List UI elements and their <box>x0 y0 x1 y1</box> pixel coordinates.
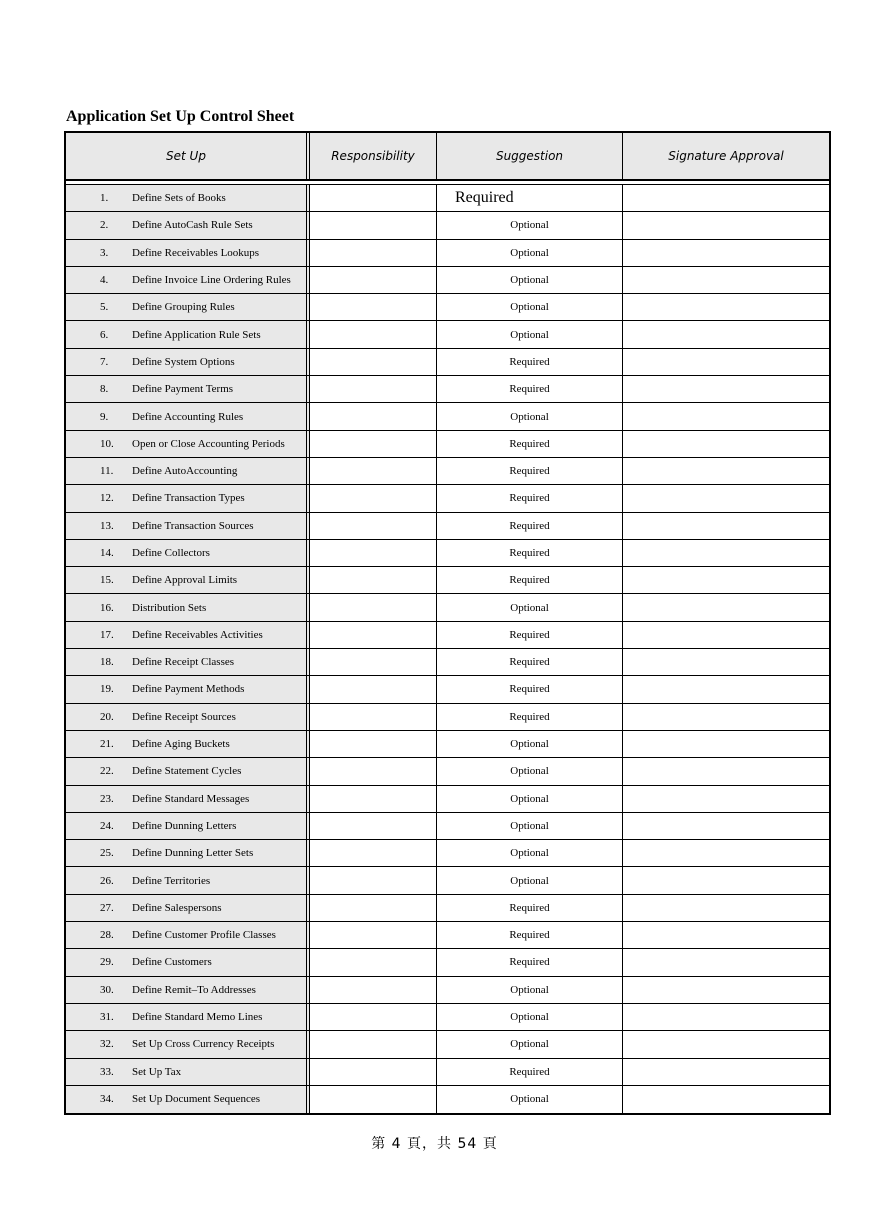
row-number: 33. <box>100 1065 114 1078</box>
signature-approval-cell[interactable] <box>623 376 829 402</box>
setup-cell <box>66 895 310 921</box>
setup-cell <box>66 349 310 375</box>
table-row <box>66 840 829 867</box>
suggestion-cell: Optional <box>437 1004 623 1030</box>
row-number: 9. <box>100 410 109 423</box>
suggestion-cell: Required <box>437 376 623 402</box>
responsibility-cell[interactable] <box>310 786 437 812</box>
signature-approval-cell[interactable] <box>623 867 829 893</box>
setup-cell <box>66 240 310 266</box>
setup-step-label: Define Remit–To Addresses <box>132 983 256 996</box>
setup-step-label: Define Salespersons <box>132 901 222 914</box>
row-number: 18. <box>100 656 114 669</box>
setup-step-label: Define Receipt Sources <box>132 710 236 723</box>
row-number: 30. <box>100 983 114 996</box>
responsibility-cell[interactable] <box>310 949 437 975</box>
suggestion-cell: Required <box>437 540 623 566</box>
setup-cell <box>66 1059 310 1085</box>
table-row <box>66 212 829 239</box>
row-number: 17. <box>100 628 114 641</box>
table-row <box>66 704 829 731</box>
setup-step-label: Define System Options <box>132 355 235 368</box>
signature-approval-cell[interactable] <box>623 1086 829 1113</box>
table-row <box>66 431 829 458</box>
responsibility-cell[interactable] <box>310 212 437 238</box>
suggestion-cell: Required <box>437 349 623 375</box>
responsibility-cell[interactable] <box>310 403 437 429</box>
setup-cell <box>66 485 310 511</box>
table-row <box>66 731 829 758</box>
setup-cell <box>66 294 310 320</box>
setup-step-label: Define Accounting Rules <box>132 410 244 423</box>
suggestion-cell: Required <box>437 949 623 975</box>
suggestion-cell: Required <box>437 922 623 948</box>
setup-step-label: Define Grouping Rules <box>132 301 235 314</box>
setup-cell <box>66 431 310 457</box>
setup-cell <box>66 513 310 539</box>
setup-cell <box>66 1004 310 1030</box>
suggestion-cell: Required <box>437 704 623 730</box>
signature-approval-cell[interactable] <box>623 704 829 730</box>
setup-step-label: Define Receipt Classes <box>132 656 235 669</box>
setup-step-label: Define Standard Memo Lines <box>132 1011 263 1024</box>
responsibility-cell[interactable] <box>310 321 437 347</box>
row-number: 11. <box>100 465 114 478</box>
setup-step-label: Define AutoAccounting <box>132 465 238 478</box>
suggestion-cell: Optional <box>437 1086 623 1113</box>
setup-cell <box>66 977 310 1003</box>
table-header <box>66 133 829 181</box>
responsibility-cell[interactable] <box>310 513 437 539</box>
table-row <box>66 922 829 949</box>
setup-step-label: Define Transaction Types <box>132 492 245 505</box>
setup-cell <box>66 867 310 893</box>
suggestion-cell: Optional <box>437 212 623 238</box>
signature-approval-cell[interactable] <box>623 977 829 1003</box>
responsibility-cell[interactable] <box>310 431 437 457</box>
suggestion-cell: Required <box>437 567 623 593</box>
setup-step-label: Define Statement Cycles <box>132 765 242 778</box>
setup-step-label: Define Standard Messages <box>132 792 250 805</box>
responsibility-cell[interactable] <box>310 185 437 211</box>
suggestion-cell: Optional <box>437 594 623 620</box>
suggestion-cell: Required <box>437 1059 623 1085</box>
table-row <box>66 867 829 894</box>
row-number: 1. <box>100 192 109 205</box>
table-row <box>66 1086 829 1113</box>
responsibility-cell[interactable] <box>310 294 437 320</box>
row-number: 2. <box>100 219 109 232</box>
row-number: 25. <box>100 847 114 860</box>
row-number: 7. <box>100 355 109 368</box>
responsibility-cell[interactable] <box>310 731 437 757</box>
setup-step-label: Define Dunning Letters <box>132 819 237 832</box>
table-row <box>66 485 829 512</box>
setup-cell <box>66 922 310 948</box>
signature-approval-cell[interactable] <box>623 321 829 347</box>
signature-approval-cell[interactable] <box>623 758 829 784</box>
setup-cell <box>66 676 310 702</box>
responsibility-cell[interactable] <box>310 540 437 566</box>
signature-approval-cell[interactable] <box>623 513 829 539</box>
suggestion-cell: Required <box>437 431 623 457</box>
responsibility-cell[interactable] <box>310 240 437 266</box>
signature-approval-cell[interactable] <box>623 267 829 293</box>
signature-approval-cell[interactable] <box>623 349 829 375</box>
setup-cell <box>66 786 310 812</box>
header-setup: Set Up <box>66 133 310 179</box>
table-row <box>66 321 829 348</box>
suggestion-cell: Optional <box>437 867 623 893</box>
header-signature-approval: Signature Approval <box>623 133 829 179</box>
signature-approval-cell[interactable] <box>623 676 829 702</box>
responsibility-cell[interactable] <box>310 867 437 893</box>
row-number: 13. <box>100 519 114 532</box>
setup-cell <box>66 212 310 238</box>
signature-approval-cell[interactable] <box>623 431 829 457</box>
setup-cell <box>66 376 310 402</box>
signature-approval-cell[interactable] <box>623 949 829 975</box>
row-number: 8. <box>100 383 109 396</box>
suggestion-cell: Optional <box>437 294 623 320</box>
table-row <box>66 458 829 485</box>
table-row <box>66 676 829 703</box>
signature-approval-cell[interactable] <box>623 813 829 839</box>
page-title: Application Set Up Control Sheet <box>66 108 295 125</box>
table-row <box>66 1059 829 1086</box>
row-number: 28. <box>100 929 114 942</box>
setup-cell <box>66 949 310 975</box>
setup-step-label: Define Payment Methods <box>132 683 245 696</box>
suggestion-cell: Optional <box>437 977 623 1003</box>
signature-approval-cell[interactable] <box>623 1031 829 1057</box>
row-number: 32. <box>100 1038 114 1051</box>
row-number: 4. <box>100 274 109 287</box>
responsibility-cell[interactable] <box>310 1059 437 1085</box>
table-row <box>66 895 829 922</box>
signature-approval-cell[interactable] <box>623 540 829 566</box>
responsibility-cell[interactable] <box>310 649 437 675</box>
responsibility-cell[interactable] <box>310 349 437 375</box>
row-number: 21. <box>100 738 114 751</box>
signature-approval-cell[interactable] <box>623 786 829 812</box>
setup-cell <box>66 321 310 347</box>
header-suggestion: Suggestion <box>437 133 623 179</box>
setup-cell <box>66 1086 310 1113</box>
table-row <box>66 349 829 376</box>
setup-cell <box>66 758 310 784</box>
suggestion-cell: Optional <box>437 813 623 839</box>
table-row <box>66 1031 829 1058</box>
responsibility-cell[interactable] <box>310 1004 437 1030</box>
table-row <box>66 567 829 594</box>
responsibility-cell[interactable] <box>310 1086 437 1113</box>
suggestion-cell: Required <box>437 485 623 511</box>
row-number: 22. <box>100 765 114 778</box>
row-number: 27. <box>100 901 114 914</box>
table-row <box>66 376 829 403</box>
signature-approval-cell[interactable] <box>623 649 829 675</box>
row-number: 6. <box>100 328 109 341</box>
setup-step-label: Define Aging Buckets <box>132 738 230 751</box>
responsibility-cell[interactable] <box>310 676 437 702</box>
table-row <box>66 540 829 567</box>
signature-approval-cell[interactable] <box>623 212 829 238</box>
setup-cell <box>66 458 310 484</box>
suggestion-cell: Optional <box>437 1031 623 1057</box>
suggestion-cell: Required <box>437 622 623 648</box>
setup-cell <box>66 813 310 839</box>
setup-cell <box>66 567 310 593</box>
setup-cell <box>66 622 310 648</box>
setup-step-label: Define Customer Profile Classes <box>132 929 276 942</box>
row-number: 10. <box>100 437 114 450</box>
row-number: 26. <box>100 874 114 887</box>
suggestion-cell: Optional <box>437 267 623 293</box>
table-row <box>66 294 829 321</box>
row-number: 29. <box>100 956 114 969</box>
signature-approval-cell[interactable] <box>623 458 829 484</box>
responsibility-cell[interactable] <box>310 267 437 293</box>
responsibility-cell[interactable] <box>310 840 437 866</box>
suggestion-cell: Required <box>437 895 623 921</box>
setup-step-label: Define Territories <box>132 874 211 887</box>
row-number: 19. <box>100 683 114 696</box>
setup-step-label: Define Sets of Books <box>132 192 226 205</box>
responsibility-cell[interactable] <box>310 922 437 948</box>
table-row <box>66 185 829 212</box>
signature-approval-cell[interactable] <box>623 840 829 866</box>
signature-approval-cell[interactable] <box>623 731 829 757</box>
signature-approval-cell[interactable] <box>623 240 829 266</box>
setup-step-label: Set Up Tax <box>132 1065 182 1078</box>
responsibility-cell[interactable] <box>310 485 437 511</box>
responsibility-cell[interactable] <box>310 594 437 620</box>
signature-approval-cell[interactable] <box>623 895 829 921</box>
setup-step-label: Distribution Sets <box>132 601 207 614</box>
responsibility-cell[interactable] <box>310 622 437 648</box>
suggestion-cell: Required <box>437 513 623 539</box>
setup-cell <box>66 649 310 675</box>
suggestion-cell: Optional <box>437 731 623 757</box>
responsibility-cell[interactable] <box>310 704 437 730</box>
table-row <box>66 949 829 976</box>
signature-approval-cell[interactable] <box>623 1059 829 1085</box>
setup-cell <box>66 540 310 566</box>
table-row <box>66 240 829 267</box>
setup-step-label: Define Receivables Lookups <box>132 246 260 259</box>
setup-cell <box>66 267 310 293</box>
setup-cell <box>66 1031 310 1057</box>
setup-step-label: Define Invoice Line Ordering Rules <box>132 274 291 287</box>
responsibility-cell[interactable] <box>310 376 437 402</box>
row-number: 14. <box>100 547 114 559</box>
table-row <box>66 267 829 294</box>
responsibility-cell[interactable] <box>310 977 437 1003</box>
table-row <box>66 649 829 676</box>
row-number: 3. <box>100 246 109 259</box>
signature-approval-cell[interactable] <box>623 1004 829 1030</box>
signature-approval-cell[interactable] <box>623 485 829 511</box>
table-row <box>66 594 829 621</box>
suggestion-cell: Optional <box>437 758 623 784</box>
setup-cell <box>66 594 310 620</box>
signature-approval-cell[interactable] <box>623 185 829 211</box>
row-number: 15. <box>100 574 114 587</box>
row-number: 20. <box>100 710 114 723</box>
responsibility-cell[interactable] <box>310 758 437 784</box>
responsibility-cell[interactable] <box>310 567 437 593</box>
responsibility-cell[interactable] <box>310 1031 437 1057</box>
signature-approval-cell[interactable] <box>623 922 829 948</box>
setup-step-label: Set Up Cross Currency Receipts <box>132 1038 275 1051</box>
suggestion-cell: Optional <box>437 240 623 266</box>
table-row <box>66 403 829 430</box>
suggestion-cell: Required <box>437 676 623 702</box>
setup-step-label: Define Approval Limits <box>132 574 238 587</box>
suggestion-cell: Optional <box>437 321 623 347</box>
row-number: 34. <box>100 1093 114 1106</box>
responsibility-cell[interactable] <box>310 813 437 839</box>
setup-step-label: Define AutoCash Rule Sets <box>132 219 253 232</box>
table-body <box>66 185 829 1113</box>
table-row <box>66 786 829 813</box>
suggestion-cell: Optional <box>437 403 623 429</box>
table-row <box>66 813 829 840</box>
setup-step-label: Define Transaction Sources <box>132 519 254 532</box>
setup-step-label: Define Receivables Activities <box>132 628 263 641</box>
table-row <box>66 513 829 540</box>
setup-step-label: Set Up Document Sequences <box>132 1093 260 1106</box>
setup-cell <box>66 185 310 211</box>
signature-approval-cell[interactable] <box>623 622 829 648</box>
setup-cell <box>66 403 310 429</box>
setup-step-label: Define Payment Terms <box>132 383 234 396</box>
responsibility-cell[interactable] <box>310 458 437 484</box>
suggestion-cell: Optional <box>437 786 623 812</box>
setup-step-label: Define Dunning Letter Sets <box>132 847 254 860</box>
page-footer: 第 4 頁，共 54 頁 <box>371 1136 498 1152</box>
setup-step-label: Open or Close Accounting Periods <box>132 437 285 450</box>
header-responsibility: Responsibility <box>310 133 437 179</box>
setup-control-table <box>64 131 831 1115</box>
row-number: 31. <box>100 1011 114 1024</box>
suggestion-cell: Required <box>437 649 623 675</box>
suggestion-cell: Required <box>437 185 623 211</box>
signature-approval-cell[interactable] <box>623 567 829 593</box>
signature-approval-cell[interactable] <box>623 594 829 620</box>
table-row <box>66 758 829 785</box>
setup-cell <box>66 731 310 757</box>
table-row <box>66 622 829 649</box>
signature-approval-cell[interactable] <box>623 294 829 320</box>
suggestion-cell: Optional <box>437 840 623 866</box>
setup-step-label: Define Application Rule Sets <box>132 328 261 341</box>
setup-step-label: Define Customers <box>132 956 212 969</box>
row-number: 23. <box>100 792 114 805</box>
setup-cell <box>66 704 310 730</box>
signature-approval-cell[interactable] <box>623 403 829 429</box>
setup-step-label: Define Collectors <box>132 547 210 559</box>
row-number: 12. <box>100 492 114 505</box>
row-number: 16. <box>100 601 114 614</box>
table-row <box>66 977 829 1004</box>
setup-cell <box>66 840 310 866</box>
row-number: 24. <box>100 819 114 832</box>
row-number: 5. <box>100 301 109 314</box>
table-row <box>66 1004 829 1031</box>
responsibility-cell[interactable] <box>310 895 437 921</box>
suggestion-cell: Required <box>437 458 623 484</box>
